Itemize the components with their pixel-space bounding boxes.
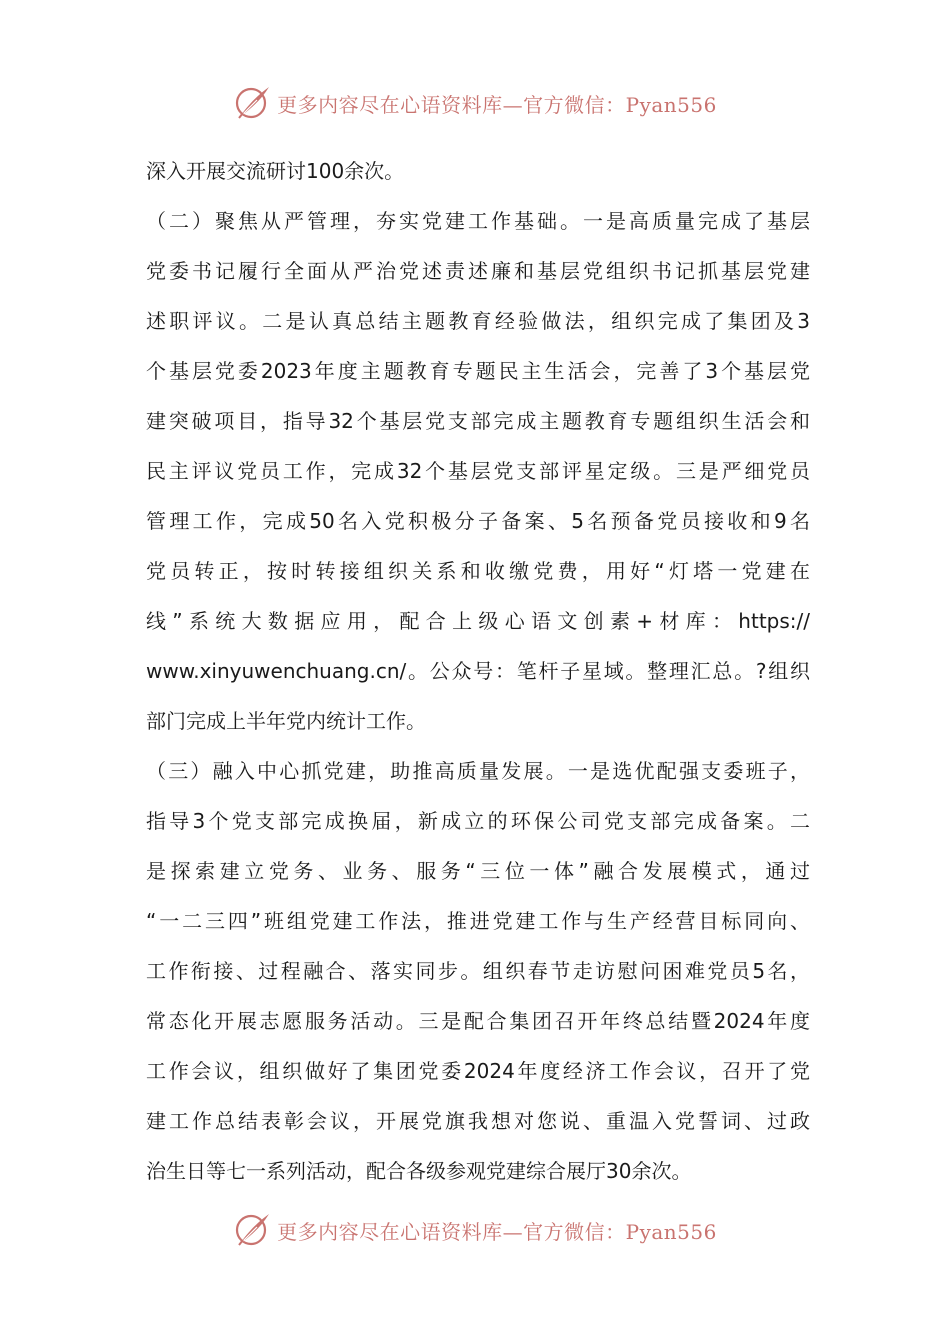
paragraph-section-2: [146, 196, 810, 746]
text-line: （二）聚焦从严管理，夯实党建工作基础。一是高质量完成了基层: [146, 209, 810, 233]
text-line: 建工作总结表彰会议，开展党旗我想对您说、重温入党誓词、过政: [146, 1109, 810, 1133]
text-line: 述职评议。二是认真总结主题教育经验做法，组织完成了集团及3: [146, 309, 810, 333]
document-body: [146, 146, 810, 1196]
text-line: 工作会议，组织做好了集团党委2024年度经济工作会议，召开了党: [146, 1059, 810, 1083]
text-line: 是探索建立党务、业务、服务“三位一体”融合发展模式，通过: [146, 859, 810, 883]
paragraph-section-3: [146, 746, 810, 1196]
text-line: 深入开展交流研讨100余次。: [146, 159, 405, 183]
text-line: 个基层党委2023年度主题教育专题民主生活会，完善了3个基层党: [146, 359, 810, 383]
paragraph-continuation: [146, 146, 810, 196]
quill-pen-logo-icon: [233, 83, 273, 123]
text-line: 工作衔接、过程融合、落实同步。组织春节走访慰问困难党员5名，: [146, 959, 810, 983]
watermark-banner-bottom: [0, 1208, 950, 1252]
quill-pen-logo-icon: [233, 1210, 273, 1250]
text-line: 建突破项目，指导32个基层党支部完成主题教育专题组织生活会和: [146, 409, 810, 433]
text-line: 指导3个党支部完成换届，新成立的环保公司党支部完成备案。二: [146, 809, 810, 833]
text-line: 部门完成上半年党内统计工作。: [146, 709, 426, 733]
text-line: 管理工作，完成50名入党积极分子备案、5名预备党员接收和9名: [146, 509, 810, 533]
text-line: 党员转正，按时转接组织关系和收缴党费，用好“灯塔一党建在: [146, 559, 810, 583]
text-line: “一二三四”班组党建工作法，推进党建工作与生产经营目标同向、: [146, 909, 810, 933]
text-line: 治生日等七一系列活动，配合各级参观党建综合展厅30余次。: [146, 1159, 692, 1183]
watermark-text: 更多内容尽在心语资料库—官方微信：Pyan556: [277, 92, 717, 117]
text-line: 线”系统大数据应用，配合上级心语文创素+材库：https://: [146, 609, 810, 633]
watermark-text: 更多内容尽在心语资料库—官方微信：Pyan556: [277, 1219, 717, 1244]
text-line: 民主评议党员工作，完成32个基层党支部评星定级。三是严细党员: [146, 459, 810, 483]
text-line: 常态化开展志愿服务活动。三是配合集团召开年终总结暨2024年度: [146, 1009, 810, 1033]
watermark-banner-top: [0, 81, 950, 125]
text-line: www.xinyuwenchuang.cn/。公众号：笔杆子星域。整理汇总。?组织: [146, 659, 810, 683]
text-line: （三）融入中心抓党建，助推高质量发展。一是选优配强支委班子，: [146, 759, 810, 783]
text-line: 党委书记履行全面从严治党述责述廉和基层党组织书记抓基层党建: [146, 259, 810, 283]
